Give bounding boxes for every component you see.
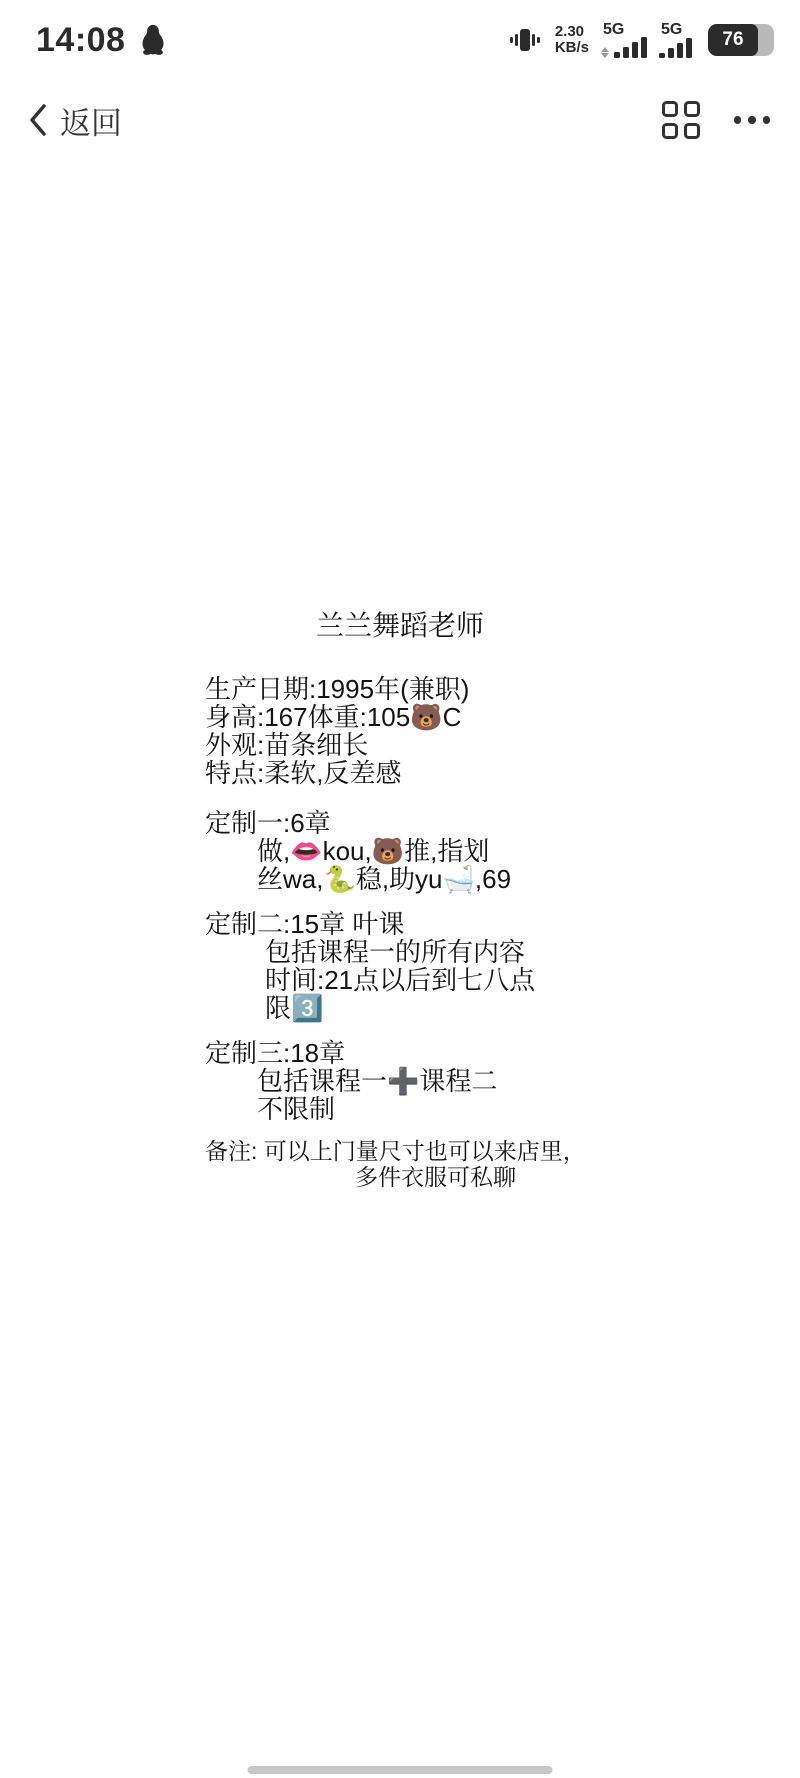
signal-bar [659,53,665,58]
info-line: 外观:苗条细长 [205,730,369,760]
section-line: 包括课程一的所有内容 [265,937,526,967]
section-line: 时间:21点以后到七八点 [265,965,536,995]
data-arrows-icon [601,47,609,58]
vibrate-icon [507,23,543,57]
signal-bar [668,48,674,58]
network-speed-value: 2.30 [554,23,585,40]
note-line: 备注: 可以上门量尺寸也可以来店里， [205,1138,586,1164]
note-block [0,1138,800,1190]
signal-bar [623,47,629,58]
signal-bar [632,42,638,58]
signal-bar [677,43,683,58]
info-line: 特点:柔软,反差感 [205,758,402,788]
back-button[interactable] [26,98,122,143]
info-line: 身高:167体重:105🐻C [205,702,462,732]
section-line: 不限制 [257,1094,336,1124]
section-line: 做,👄kou,🐻推,指划 [257,836,490,866]
sim1-network-label: 5G [603,21,625,38]
signal-bar [686,38,692,58]
signal-bar [614,52,620,58]
back-label: 返回 [60,105,122,141]
battery-percent: 76 [722,29,744,50]
network-speed-unit: KB/s [554,39,589,56]
sim1-signal [601,22,647,58]
qq-penguin-icon [139,23,167,57]
section-custom-2 [0,910,800,1022]
section-custom-1 [0,809,800,893]
back-chevron-icon [26,102,50,138]
signal-bar [641,37,647,58]
section-line: 包括课程一➕课程二 [257,1066,498,1096]
image-viewer-content [0,610,800,1190]
info-line: 生产日期:1995年(兼职) [205,674,470,704]
more-options-icon[interactable] [734,112,771,128]
section-line: 丝wa,🐍稳,助yu🛁,69 [257,864,512,894]
section-line: 限3️⃣ [265,993,324,1023]
grid-menu-icon[interactable] [662,101,700,139]
clock: 14:08 [36,20,126,59]
note-line: 多件衣服可私聊 [355,1164,516,1190]
section-custom-3 [0,1039,800,1123]
section-heading: 定制二:15章 叶课 [205,909,405,939]
network-speed [555,24,589,56]
nav-bar [0,88,800,152]
info-block [0,675,800,787]
sim2-signal [659,22,692,58]
section-heading: 定制一:6章 [205,808,331,838]
battery-indicator [708,24,774,56]
status-bar [0,14,800,66]
home-indicator[interactable] [248,1766,553,1774]
image-title: 兰兰舞蹈老师 [315,610,484,641]
section-heading: 定制三:18章 [205,1038,346,1068]
sim2-network-label: 5G [661,21,683,38]
